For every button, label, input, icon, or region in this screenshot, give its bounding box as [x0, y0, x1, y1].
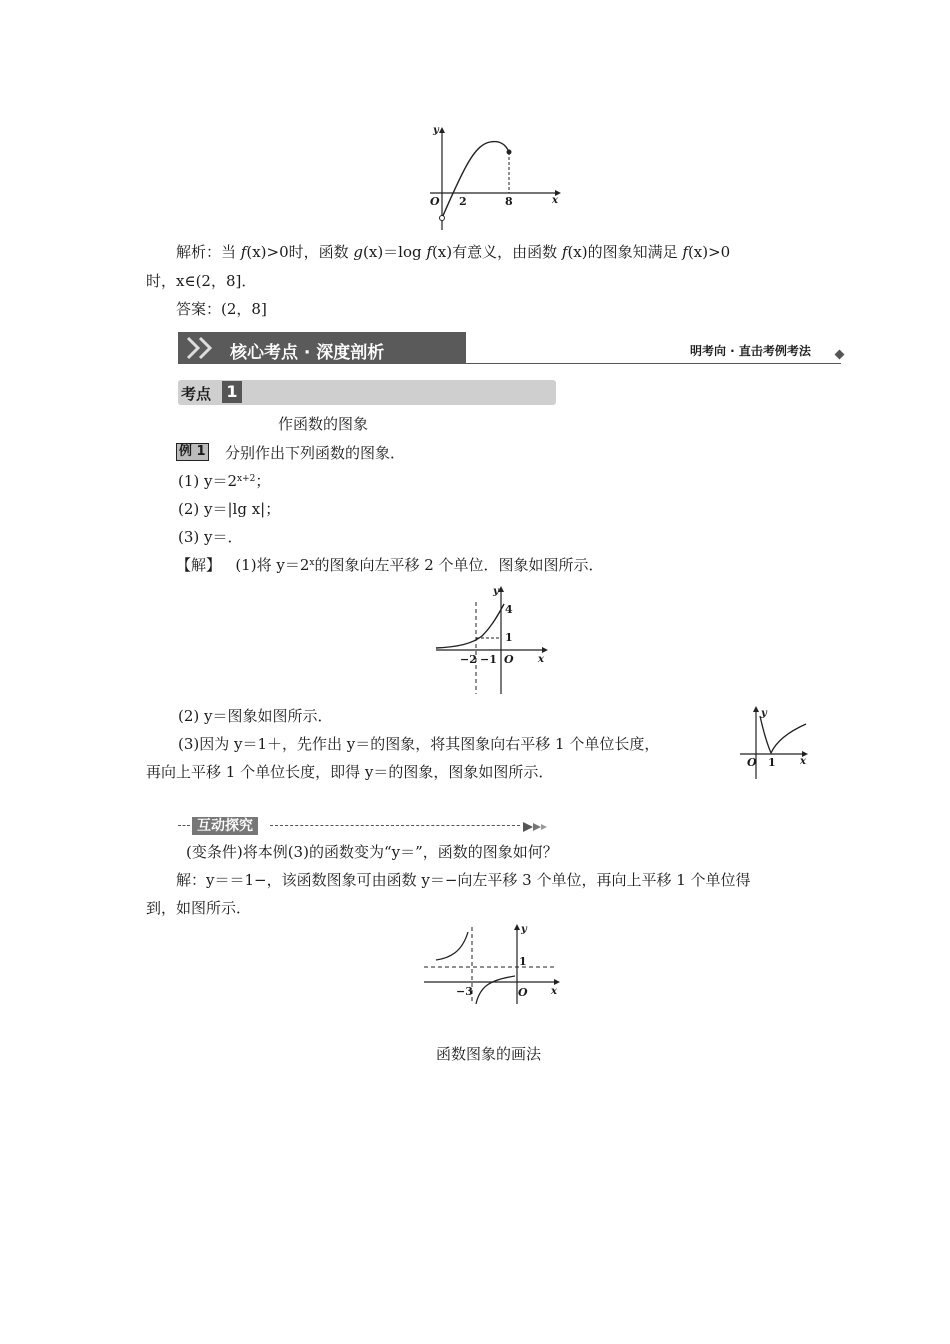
svg-text:1: 1 [519, 955, 527, 968]
answer: 答案：(2，8] [176, 300, 267, 318]
diamond-icon [835, 350, 845, 360]
example-item-2: (2) y＝|lg x|； [178, 500, 281, 518]
solution-line-1: 【解】 (1)将 $y=2^x$的图象向左平移 2 个单位．图象如图所示． [176, 556, 604, 574]
y-label: y [433, 125, 439, 136]
solution-line-2: (2) y＝图象如图所示． [178, 707, 333, 725]
figure-3-graph [738, 704, 813, 784]
kaodian-number: 1 [222, 381, 242, 403]
figure-4-graph [420, 922, 565, 1007]
svg-text:O: O [518, 986, 528, 999]
svg-text:x: x [551, 986, 557, 997]
origin-label: O [430, 195, 440, 208]
footer-title: 函数图象的画法 [436, 1045, 542, 1063]
example-tag: 例 1 [176, 443, 209, 461]
hudong-divider [178, 817, 556, 835]
svg-text:x: x [800, 756, 806, 767]
solution-line-4: 再向上平移 1 个单位长度，即得 y＝的图象，图象如图所示． [146, 763, 554, 781]
example-item-1: (1) $y=2^{x+2}$； [178, 472, 271, 490]
svg-text:−2: −2 [460, 653, 477, 666]
svg-text:4: 4 [505, 603, 513, 616]
curve [442, 142, 509, 218]
open-point [440, 216, 445, 221]
svg-text:O: O [747, 756, 757, 769]
section-title: 作函数的图象 [278, 415, 369, 433]
tick-8: 8 [505, 195, 513, 208]
banner-title: 核心考点 · 深度剖析 [230, 343, 385, 363]
x-label: x [552, 195, 558, 206]
svg-text:−1: −1 [480, 653, 497, 666]
svg-text:−3: −3 [456, 985, 473, 998]
svg-text:y: y [493, 586, 499, 597]
analysis-line-2: 时，x∈(2，8]． [146, 272, 257, 290]
tick-2: 2 [459, 195, 467, 208]
figure-2-graph [432, 584, 552, 696]
solution-line-3: (3)因为 y＝1＋，先作出 y＝的图象，将其图象向右平移 1 个单位长度， [178, 735, 660, 753]
kaodian-label: 考点 [181, 385, 212, 403]
svg-text:y: y [761, 708, 767, 719]
figure-1-graph [420, 125, 565, 235]
example-item-3: (3) y＝． [178, 528, 243, 546]
svg-text:O: O [504, 653, 514, 666]
hudong-answer-2: 到，如图所示． [146, 899, 252, 917]
hudong-question: (变条件)将本例(3)的函数变为“y＝”，函数的图象如何？ [186, 843, 558, 861]
svg-text:1: 1 [768, 756, 776, 769]
section-banner [178, 332, 848, 366]
hudong-label: 互动探究 [192, 817, 258, 835]
svg-text:x: x [538, 654, 544, 665]
svg-text:y: y [521, 924, 527, 935]
chevron-icon [184, 336, 220, 360]
svg-text:1: 1 [505, 631, 513, 644]
example-prompt: 分别作出下列函数的图象． [225, 444, 406, 462]
y-axis-arrow [439, 127, 445, 133]
arrow-icon [523, 819, 553, 838]
banner-subtitle: 明考向 · 直击考例考法 [690, 344, 811, 358]
analysis-line-1: 解析：当 f(x)>0时，函数 g(x)＝log f(x)有意义，由函数 f(x)的图象知满足 f(x)>0 [176, 243, 731, 261]
hudong-answer-1: 解：y＝＝1−，该函数图象可由函数 y＝−向左平移 3 个单位，再向上平移 1 个单位得 [176, 871, 751, 889]
